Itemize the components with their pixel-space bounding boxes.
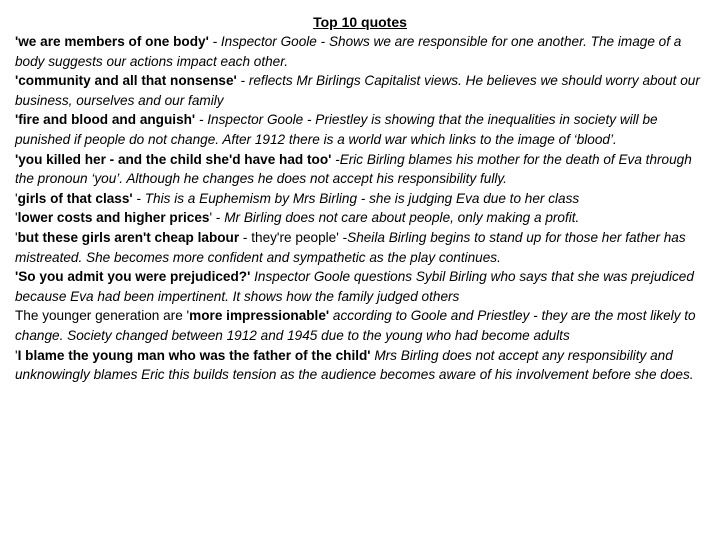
quote-list: [15, 32, 710, 385]
quote-text: I blame the young man who was the father of the child': [17, 347, 371, 363]
quote-explanation: reflects Mr Birlings Capitalist views. He believes we should worry about our business, ourselves and our family: [15, 73, 700, 108]
quote-entry-8: [15, 267, 710, 306]
quote-entry-7: [15, 228, 710, 267]
quote-entry-1: [15, 32, 710, 71]
quote-entry-3: [15, 110, 710, 149]
quote-explanation: Sheila Birling begins to stand up for those her father has mistreated. She becomes more confident and sympathetic as the play continues.: [15, 229, 686, 265]
quote-suffix: - they're people' -: [239, 229, 348, 245]
quote-text: 'So you admit you were prejudiced?': [15, 269, 251, 285]
quote-prefix: ': [15, 210, 18, 226]
quote-separator: -: [195, 112, 208, 128]
quote-explanation: according to Goole and Priestley - they are the most likely to change. Society changed between 1912 and 1945 due to the young who had become adults: [15, 308, 696, 343]
quote-prefix: ': [15, 347, 18, 363]
quote-text: lower costs and higher prices: [17, 210, 210, 226]
quote-explanation: Inspector Goole - Shows we are responsible for one another. The image of a body suggests our actions impact each other.: [15, 34, 682, 69]
quote-explanation: Mr Birling does not care about people, only making a profit.: [224, 210, 580, 226]
quote-separator: -: [236, 73, 249, 89]
quote-entry-9: [15, 306, 710, 345]
quote-explanation: This is a Euphemism by Mrs Birling - she is judging Eva due to her class: [144, 190, 580, 206]
quote-entry-6: [15, 208, 710, 228]
page-title: Top 10 quotes: [313, 14, 407, 30]
quote-separator: -: [208, 34, 221, 49]
quote-prefix: ': [15, 190, 18, 206]
quote-text: 'you killed her - and the child she'd have had too': [15, 151, 332, 167]
quote-prefix: ': [15, 229, 18, 245]
quote-separator: -: [132, 190, 145, 206]
quote-explanation: Inspector Goole questions Sybil Birling who says that she was prejudiced because Eva had been impertinent. It shows how the family judged others: [15, 269, 694, 304]
quote-prefix: The younger generation are ': [15, 308, 190, 324]
quote-entry-5: [15, 189, 710, 209]
quote-text: girls of that class': [17, 190, 133, 206]
quote-explanation: Eric Birling blames his mother for the death of Eva through the pronoun ‘you’. Although he changes he does not accept his responsibility fully.: [15, 151, 692, 187]
quote-text: 'fire and blood and anguish': [15, 112, 196, 128]
quote-explanation: Inspector Goole - Priestley is showing that the inequalities in society will be punished if people do not change. After 1912 there is a world war which links to the image of ‘blood’.: [15, 112, 658, 147]
quote-text: more impressionable': [189, 308, 330, 324]
quote-text: but these girls aren't cheap labour: [17, 229, 240, 245]
quote-text: 'we are members of one body': [15, 34, 209, 49]
quote-text: 'community and all that nonsense': [15, 73, 237, 89]
quote-suffix: ' -: [209, 210, 225, 226]
quote-explanation: Mrs Birling does not accept any responsibility and unknowingly blames Eric this builds tension as the audience becomes aware of his involvement before she does.: [15, 347, 694, 383]
quote-entry-2: [15, 71, 710, 110]
quote-entry-10: [15, 346, 710, 385]
quote-entry-4: [15, 150, 710, 189]
quote-separator: -: [331, 151, 340, 167]
